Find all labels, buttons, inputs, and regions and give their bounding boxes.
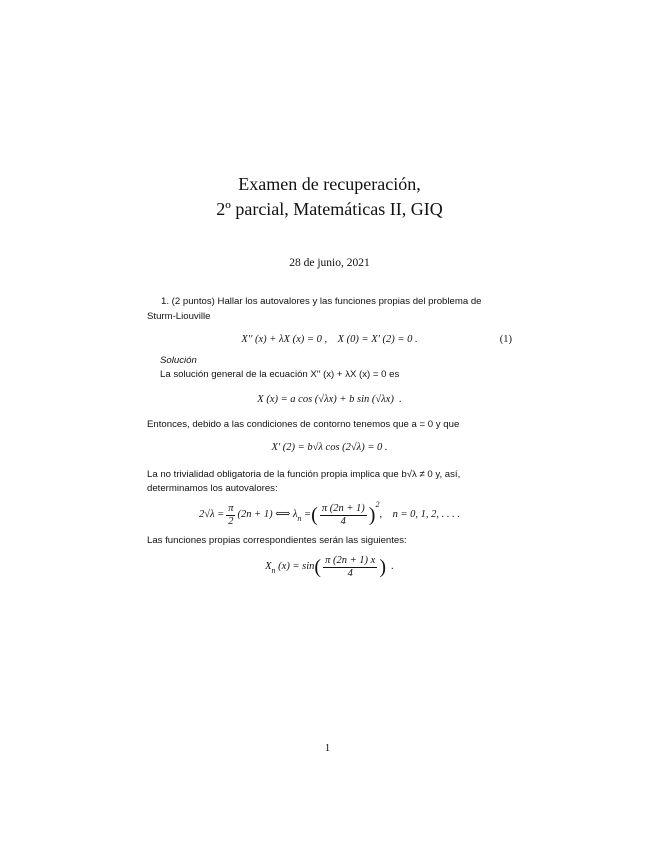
eigenfunctions-equation	[147, 554, 512, 580]
date: 28 de junio, 2021	[289, 257, 370, 269]
fraction	[320, 503, 367, 528]
eq3-mid: (2n + 1) ⟺ λ	[237, 509, 298, 520]
numerator: π (2n + 1) x	[325, 554, 376, 566]
general-solution-equation: X (x) = a cos (√λx) + b sin (√λx) .	[257, 394, 402, 405]
eq3-equals: =	[301, 509, 312, 520]
eq3-tail: , n = 0, 1, 2, . . . .	[379, 509, 461, 520]
numerator: π	[228, 502, 234, 514]
title-line-1: Examen de recuperación,	[238, 174, 421, 194]
denominator: 4	[340, 515, 346, 527]
eq4-tail: .	[386, 561, 394, 572]
denominator: 2	[228, 515, 234, 527]
right-paren: )	[379, 556, 386, 578]
solution-heading: Solución	[160, 355, 197, 366]
eq4-mid: (x) = sin	[275, 561, 315, 572]
solution-paragraph-4: Las funciones propias correspondientes serán las siguientes:	[147, 535, 407, 546]
fraction	[226, 503, 235, 528]
eq3-left: 2√λ =	[198, 509, 225, 520]
eq4-left: X	[265, 561, 272, 572]
right-paren: )	[368, 504, 376, 526]
denominator: 4	[347, 567, 353, 579]
problem-equation: X′′ (x) + λX (x) = 0 , X (0) = X′ (2) = 0 .	[241, 334, 418, 345]
boundary-row	[147, 440, 512, 456]
numerator: π (2n + 1)	[321, 502, 365, 514]
left-paren: (	[311, 504, 318, 526]
problem-statement: 1. (2 puntos) Hallar los autovalores y las funciones propias del problema de Sturm-Liouville	[147, 296, 482, 322]
page-number: 1	[324, 742, 331, 754]
boundary-equation: X′ (2) = b√λ cos (2√λ) = 0 .	[271, 442, 388, 453]
problem-equation-row	[147, 332, 512, 348]
left-paren: (	[314, 556, 322, 578]
exponent: 2	[375, 500, 380, 509]
solution-paragraph-2: Entonces, debido a las condiciones de contorno tenemos que a = 0 y que	[147, 419, 460, 430]
fraction	[323, 555, 377, 580]
subscript: n	[271, 566, 276, 575]
solution-paragraph-3: La no trivialidad obligatoria de la función propia implica que b√λ ≠ 0 y, así, determinamos los autovalores:	[147, 469, 461, 494]
general-solution-row	[147, 392, 512, 408]
document-page	[147, 0, 512, 580]
solution-paragraph-1: La solución general de la ecuación X′′ (x) + λX (x) = 0 es	[160, 369, 400, 380]
equation-number: (1)	[499, 334, 512, 345]
eigenvalues-equation	[147, 502, 512, 528]
subscript: n	[297, 514, 302, 523]
title-line-2: 2º parcial, Matemáticas II, GIQ	[216, 199, 443, 219]
